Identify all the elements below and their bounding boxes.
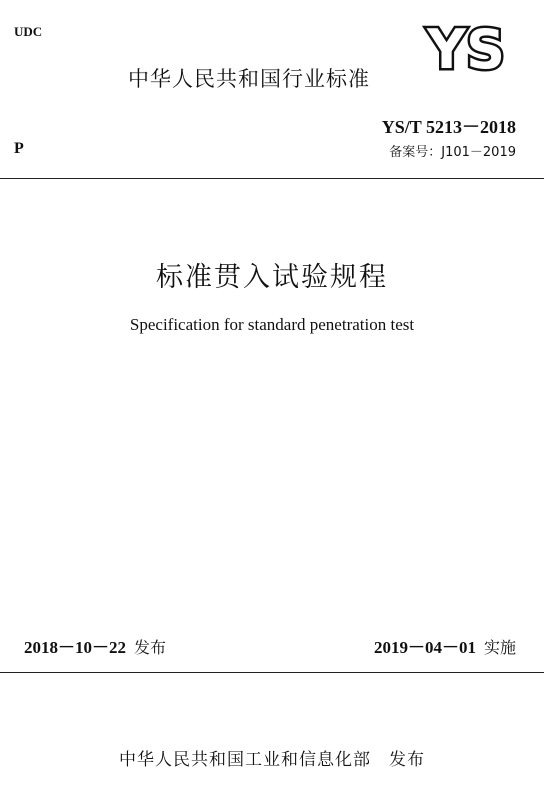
- classification-code: P: [14, 140, 24, 157]
- document-title-chinese: 标准贯入试验规程: [156, 262, 388, 293]
- udc-label: UDC: [14, 24, 43, 39]
- logo-text: YS: [427, 18, 505, 76]
- publish-date: 2018－10－22: [24, 638, 126, 657]
- issuing-authority: 中华人民共和国工业和信息化部 发布: [119, 750, 425, 770]
- implement-label: 实施: [483, 638, 516, 657]
- publish-date-block: [24, 633, 166, 658]
- implement-date: 2019－04－01: [373, 638, 476, 657]
- publish-label: 发布: [134, 638, 167, 657]
- record-number: 备案号：J101－2019: [389, 145, 516, 160]
- top-divider: [0, 178, 544, 179]
- document-title-english: Specification for standard penetration test: [129, 315, 415, 334]
- bottom-divider: [0, 672, 544, 673]
- standard-number: YS/T 5213－2018: [381, 117, 516, 137]
- implement-date-block: [374, 633, 516, 658]
- industry-standard-title: 中华人民共和国行业标准: [128, 67, 370, 91]
